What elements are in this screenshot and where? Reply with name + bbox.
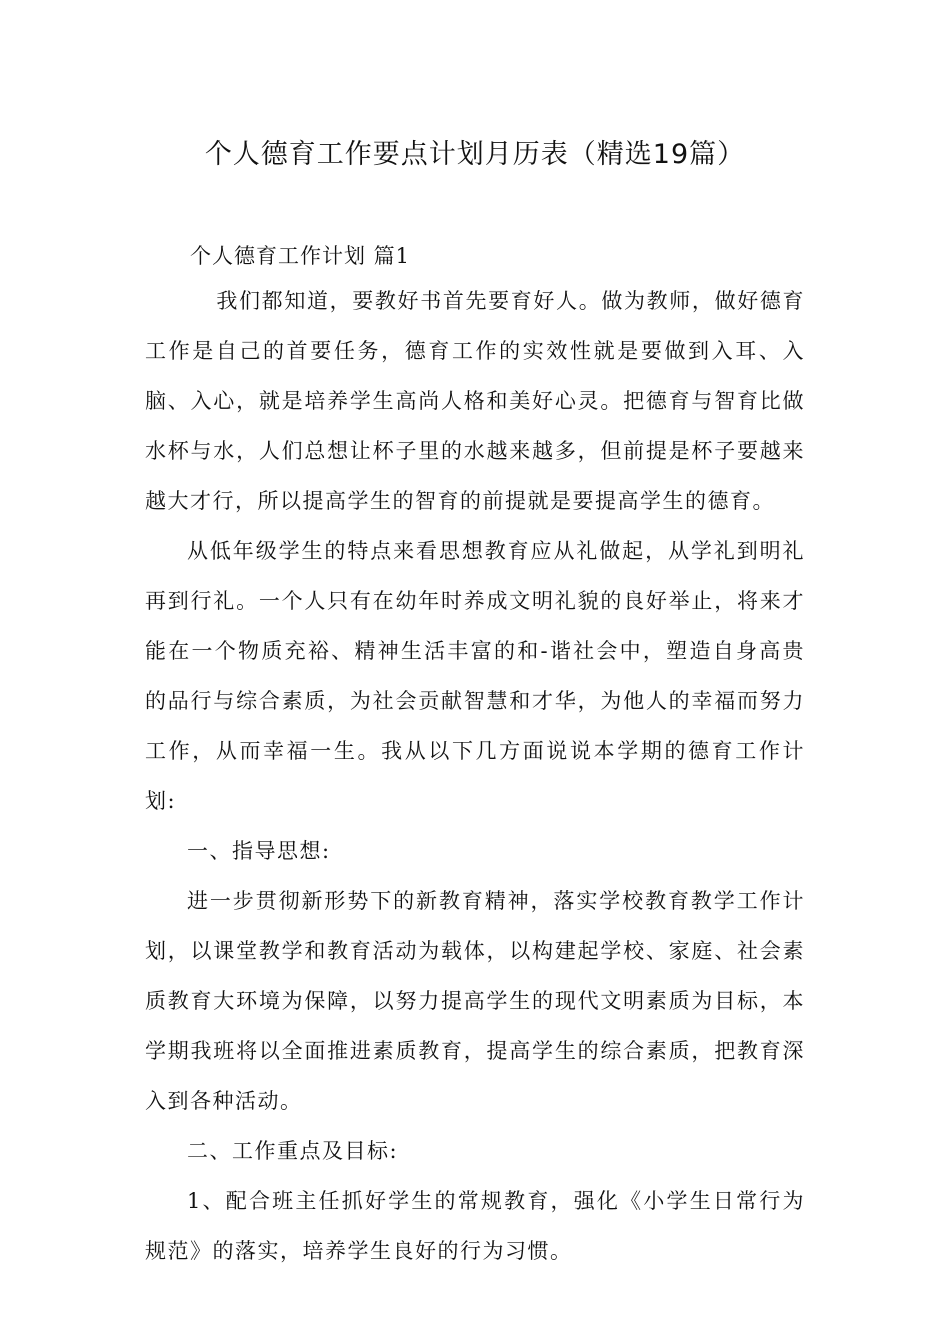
document-body — [145, 276, 805, 1276]
paragraph-intro: 我们都知道，要教好书首先要育好人。做为教师，做好德育工作是自己的首要任务，德育工作的实效性就是要做到入耳、入脑、入心，就是培养学生高尚人格和美好心灵。把德育与智育比做水杯与水，人们总想让杯子里的水越来越多，但前提是杯子要越来越大才行，所以提高学生的智育的前提就是要提高学生的德育。 — [145, 289, 805, 513]
paragraph-work-focus-1: 1、配合班主任抓好学生的常规教育，强化《小学生日常行为规范》的落实，培养学生良好的行为习惯。 — [145, 1189, 805, 1263]
heading-work-focus: 二、工作重点及目标: — [187, 1139, 399, 1163]
section-heading: 个人德育工作计划 篇1 — [190, 244, 411, 268]
heading-guiding-ideology: 一、指导思想: — [187, 839, 331, 863]
document-title: 个人德育工作要点计划月历表（精选19篇） — [204, 139, 746, 170]
paragraph-etiquette: 从低年级学生的特点来看思想教育应从礼做起，从学礼到明礼再到行礼。一个人只有在幼年时养成文明礼貌的良好举止，将来才能在一个物质充裕、精神生活丰富的和-谐社会中，塑造自身高贵的品行与综合素质，为社会贡献智慧和才华，为他人的幸福而努力工作，从而幸福一生。我从以下几方面说说本学期的德育工作计划: — [145, 539, 805, 813]
paragraph-guiding-ideology: 进一步贯彻新形势下的新教育精神，落实学校教育教学工作计划，以课堂教学和教育活动为载体，以构建起学校、家庭、社会素质教育大环境为保障，以努力提高学生的现代文明素质为目标，本学期我班将以全面推进素质教育，提高学生的综合素质，把教育深入到各种活动。 — [145, 889, 805, 1113]
